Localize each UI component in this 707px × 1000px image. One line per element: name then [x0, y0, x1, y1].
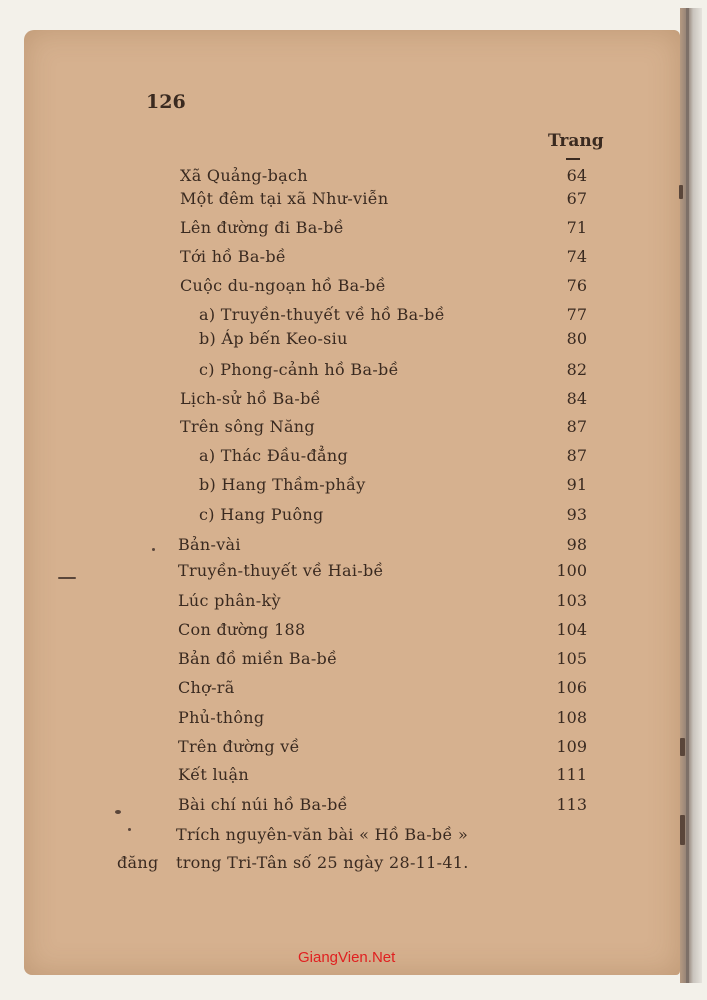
spine-edge [686, 8, 689, 983]
toc-page: 77 [566, 305, 587, 324]
toc-title: a) Truyền-thuyết về hồ Ba-bề [199, 305, 445, 324]
toc-title: Cuộc du-ngoạn hồ Ba-bề [180, 276, 386, 295]
toc-title: Xã Quảng-bạch [180, 166, 308, 185]
ink-speck [152, 548, 155, 551]
note-prefix: đăng [117, 853, 159, 872]
ink-speck [128, 828, 131, 831]
toc-title: Tới hồ Ba-bề [180, 247, 287, 266]
toc-title: Phủ-thông [178, 708, 265, 727]
toc-title: b) Hang Thầm-phầy [199, 475, 366, 494]
toc-title: c) Phong-cảnh hồ Ba-bề [199, 360, 399, 379]
page-number: 126 [146, 91, 186, 113]
toc-title: a) Thác Đầu-đẳng [199, 446, 348, 465]
toc-title: Trên sông Năng [180, 417, 315, 436]
toc-page: 93 [566, 505, 587, 524]
toc-page: 82 [566, 360, 587, 379]
toc-page: 87 [566, 446, 587, 465]
toc-page: 105 [556, 649, 587, 668]
toc-title: Trên đường về [178, 737, 300, 756]
toc-page: 106 [556, 678, 587, 697]
toc-page: 111 [556, 765, 587, 784]
ink-mark [680, 738, 685, 756]
ink-mark [680, 815, 685, 845]
ink-mark [58, 577, 76, 579]
toc-page: 100 [556, 561, 587, 580]
toc-page: 76 [566, 276, 587, 295]
toc-page: 74 [566, 247, 587, 266]
toc-page: 71 [566, 218, 587, 237]
toc-page: 87 [566, 417, 587, 436]
toc-title: Bản-vài [178, 535, 241, 554]
toc-title: Kết luận [178, 765, 249, 784]
toc-page: 104 [556, 620, 587, 639]
toc-title: Một đêm tại xã Như-viễn [180, 189, 389, 208]
page-column-header: Trang [548, 131, 604, 151]
ink-mark [679, 185, 683, 199]
toc-page: 64 [566, 166, 587, 185]
toc-title: Lên đường đi Ba-bề [180, 218, 344, 237]
toc-title: Lịch-sử hồ Ba-bề [180, 389, 321, 408]
toc-page: 84 [566, 389, 587, 408]
watermark: GiangVien.Net [298, 949, 396, 966]
toc-title: c) Hang Puông [199, 505, 324, 524]
toc-title: Chợ-rã [178, 678, 235, 697]
toc-page: 108 [556, 708, 587, 727]
toc-page: 98 [566, 535, 587, 554]
toc-title: Bài chí núi hồ Ba-bề [178, 795, 348, 814]
note-line-2: trong Tri-Tân số 25 ngày 28-11-41. [176, 853, 469, 872]
toc-page: 67 [566, 189, 587, 208]
toc-page: 113 [556, 795, 587, 814]
toc-title: b) Áp bến Keo-siu [199, 329, 348, 348]
toc-page: 103 [556, 591, 587, 610]
note-line-1: Trích nguyên-văn bài « Hồ Ba-bề » [176, 825, 469, 844]
toc-title: Lúc phân-kỳ [178, 591, 281, 610]
ink-speck [115, 810, 121, 814]
toc-page: 91 [566, 475, 587, 494]
toc-title: Con đường 188 [178, 620, 306, 639]
toc-title: Truyền-thuyết về Hai-bề [178, 561, 384, 580]
header-rule [566, 158, 580, 160]
toc-page: 80 [566, 329, 587, 348]
toc-title: Bản đồ miền Ba-bề [178, 649, 338, 668]
toc-page: 109 [556, 737, 587, 756]
